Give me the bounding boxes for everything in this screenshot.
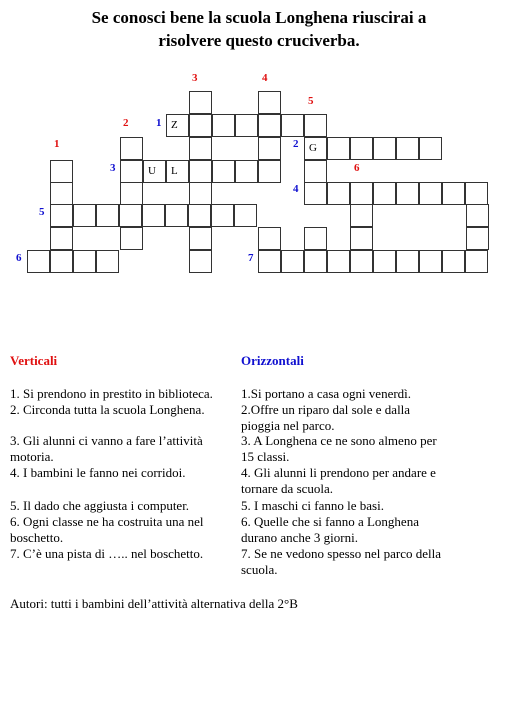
crossword-cell[interactable] bbox=[350, 137, 373, 160]
horizontal-clue-7-cont: scuola. bbox=[241, 562, 278, 577]
crossword-cell[interactable] bbox=[189, 250, 212, 273]
crossword-cell[interactable] bbox=[442, 250, 465, 273]
crossword-cell[interactable] bbox=[96, 250, 119, 273]
crossword-cell[interactable] bbox=[466, 204, 489, 227]
crossword-cell[interactable] bbox=[211, 204, 234, 227]
crossword-cell[interactable] bbox=[50, 182, 73, 205]
crossword-cell[interactable] bbox=[258, 114, 281, 137]
crossword-cell[interactable] bbox=[258, 227, 281, 250]
vertical-clue-1: 1. Si prendono in prestito in biblioteca. bbox=[10, 386, 213, 401]
horizontal-clue-1: 1.Si portano a casa ogni venerdì. bbox=[241, 386, 412, 401]
crossword-cell[interactable] bbox=[419, 137, 442, 160]
crossword-cell[interactable] bbox=[73, 204, 96, 227]
crossword-cell[interactable] bbox=[419, 250, 442, 273]
crossword-cell[interactable] bbox=[304, 160, 327, 183]
crossword-cell[interactable]: G bbox=[304, 137, 327, 160]
crossword-cell[interactable] bbox=[212, 114, 235, 137]
crossword-cell[interactable] bbox=[234, 204, 257, 227]
crossword-cell[interactable] bbox=[281, 114, 304, 137]
crossword-cell[interactable] bbox=[466, 227, 489, 250]
vertical-clue-6-cont: boschetto. bbox=[10, 530, 64, 545]
grid-number-horizontal-3: 3 bbox=[110, 162, 116, 174]
crossword-cell[interactable]: U bbox=[143, 160, 166, 183]
crossword-cell[interactable] bbox=[465, 182, 488, 205]
crossword-cell[interactable] bbox=[188, 204, 211, 227]
crossword-cell[interactable] bbox=[73, 250, 96, 273]
horizontal-clue-3: 3. A Longhena ce ne sono almeno per bbox=[241, 433, 437, 448]
grid-number-vertical-3: 3 bbox=[192, 72, 198, 84]
horizontal-clue-2: 2.Offre un riparo dal sole e dalla bbox=[241, 402, 411, 417]
crossword-cell[interactable] bbox=[373, 137, 396, 160]
verticali-heading: Verticali bbox=[10, 353, 58, 368]
vertical-clue-7: 7. C’è una pista di ….. nel boschetto. bbox=[10, 546, 204, 561]
crossword-cell[interactable] bbox=[327, 137, 350, 160]
vertical-clue-3: 3. Gli alunni ci vanno a fare l’attività bbox=[10, 433, 203, 448]
grid-number-horizontal-4: 4 bbox=[293, 183, 299, 195]
crossword-cell[interactable] bbox=[419, 182, 442, 205]
crossword-cell[interactable] bbox=[189, 137, 212, 160]
crossword-cell[interactable] bbox=[189, 227, 212, 250]
crossword-cell[interactable] bbox=[189, 160, 212, 183]
crossword-cell[interactable] bbox=[27, 250, 50, 273]
crossword-cell[interactable] bbox=[120, 227, 143, 250]
crossword-cell[interactable] bbox=[373, 182, 396, 205]
crossword-cell[interactable] bbox=[304, 182, 327, 205]
crossword-cell[interactable]: Z bbox=[166, 114, 189, 137]
crossword-cell[interactable] bbox=[465, 250, 488, 273]
vertical-clue-2: 2. Circonda tutta la scuola Longhena. bbox=[10, 402, 205, 417]
crossword-cell[interactable] bbox=[120, 182, 143, 205]
crossword-cell[interactable] bbox=[350, 182, 373, 205]
crossword-cell[interactable] bbox=[396, 250, 419, 273]
grid-number-vertical-5: 5 bbox=[308, 95, 314, 107]
crossword-cell[interactable] bbox=[258, 250, 281, 273]
crossword-cell[interactable] bbox=[165, 204, 188, 227]
horizontal-clue-4: 4. Gli alunni li prendono per andare e bbox=[241, 465, 436, 480]
crossword-cell[interactable] bbox=[258, 160, 281, 183]
authors-credit: Autori: tutti i bambini dell’attività alternativa della 2°B bbox=[10, 596, 298, 611]
crossword-cell[interactable] bbox=[258, 91, 281, 114]
grid-number-vertical-1: 1 bbox=[54, 138, 60, 150]
vertical-clue-4: 4. I bambini le fanno nei corridoi. bbox=[10, 465, 186, 480]
crossword-cell[interactable] bbox=[235, 160, 258, 183]
horizontal-clue-3-cont: 15 classi. bbox=[241, 449, 290, 464]
crossword-cell[interactable] bbox=[396, 182, 419, 205]
crossword-cell[interactable] bbox=[142, 204, 165, 227]
horizontal-clue-4-cont: tornare da scuola. bbox=[241, 481, 334, 496]
horizontal-clue-6-cont: durano anche 3 giorni. bbox=[241, 530, 358, 545]
crossword-cell[interactable] bbox=[96, 204, 119, 227]
vertical-clue-3-cont: motoria. bbox=[10, 449, 54, 464]
crossword-cell[interactable] bbox=[327, 182, 350, 205]
title-line-2: risolvere questo cruciverba. bbox=[158, 31, 360, 50]
crossword-cell[interactable] bbox=[304, 227, 327, 250]
crossword-cell[interactable] bbox=[50, 227, 73, 250]
crossword-cell[interactable] bbox=[189, 114, 212, 137]
crossword-cell[interactable] bbox=[350, 250, 373, 273]
horizontal-clue-6: 6. Quelle che si fanno a Longhena bbox=[241, 514, 419, 529]
crossword-cell[interactable] bbox=[350, 204, 373, 227]
grid-number-vertical-6: 6 bbox=[354, 162, 360, 174]
grid-number-horizontal-2: 2 bbox=[293, 138, 299, 150]
grid-number-vertical-4: 4 bbox=[262, 72, 268, 84]
crossword-cell[interactable] bbox=[373, 250, 396, 273]
crossword-cell[interactable] bbox=[258, 137, 281, 160]
horizontal-clue-2-cont: pioggia nel parco. bbox=[241, 418, 335, 433]
vertical-clue-6: 6. Ogni classe ne ha costruita una nel bbox=[10, 514, 204, 529]
crossword-cell[interactable] bbox=[396, 137, 419, 160]
crossword-cell[interactable] bbox=[189, 91, 212, 114]
crossword-cell[interactable] bbox=[304, 114, 327, 137]
crossword-cell[interactable] bbox=[50, 250, 73, 273]
horizontal-clue-5: 5. I maschi ci fanno le basi. bbox=[241, 498, 384, 513]
title-line-1: Se conosci bene la scuola Longhena riuscirai a bbox=[91, 8, 427, 27]
horizontal-clue-7: 7. Se ne vedono spesso nel parco della bbox=[241, 546, 442, 561]
crossword-cell[interactable] bbox=[235, 114, 258, 137]
grid-number-horizontal-1: 1 bbox=[156, 117, 162, 129]
orizzontali-heading: Orizzontali bbox=[241, 353, 304, 368]
crossword-cell[interactable] bbox=[120, 137, 143, 160]
crossword-cell[interactable] bbox=[281, 250, 304, 273]
grid-number-vertical-2: 2 bbox=[123, 117, 129, 129]
crossword-cell[interactable] bbox=[327, 250, 350, 273]
grid-number-horizontal-5: 5 bbox=[39, 206, 45, 218]
vertical-clue-5: 5. Il dado che aggiusta i computer. bbox=[10, 498, 190, 513]
crossword-cell[interactable] bbox=[350, 227, 373, 250]
crossword-cell[interactable] bbox=[189, 182, 212, 205]
crossword-cell[interactable] bbox=[442, 182, 465, 205]
crossword-cell[interactable] bbox=[119, 204, 142, 227]
crossword-cell[interactable] bbox=[212, 160, 235, 183]
grid-number-horizontal-7: 7 bbox=[248, 252, 254, 264]
grid-number-horizontal-6: 6 bbox=[16, 252, 22, 264]
crossword-cell[interactable]: L bbox=[166, 160, 189, 183]
crossword-cell[interactable] bbox=[50, 204, 73, 227]
crossword-cell[interactable] bbox=[120, 160, 143, 183]
crossword-grid bbox=[0, 0, 518, 300]
crossword-cell[interactable] bbox=[50, 160, 73, 183]
crossword-cell[interactable] bbox=[304, 250, 327, 273]
